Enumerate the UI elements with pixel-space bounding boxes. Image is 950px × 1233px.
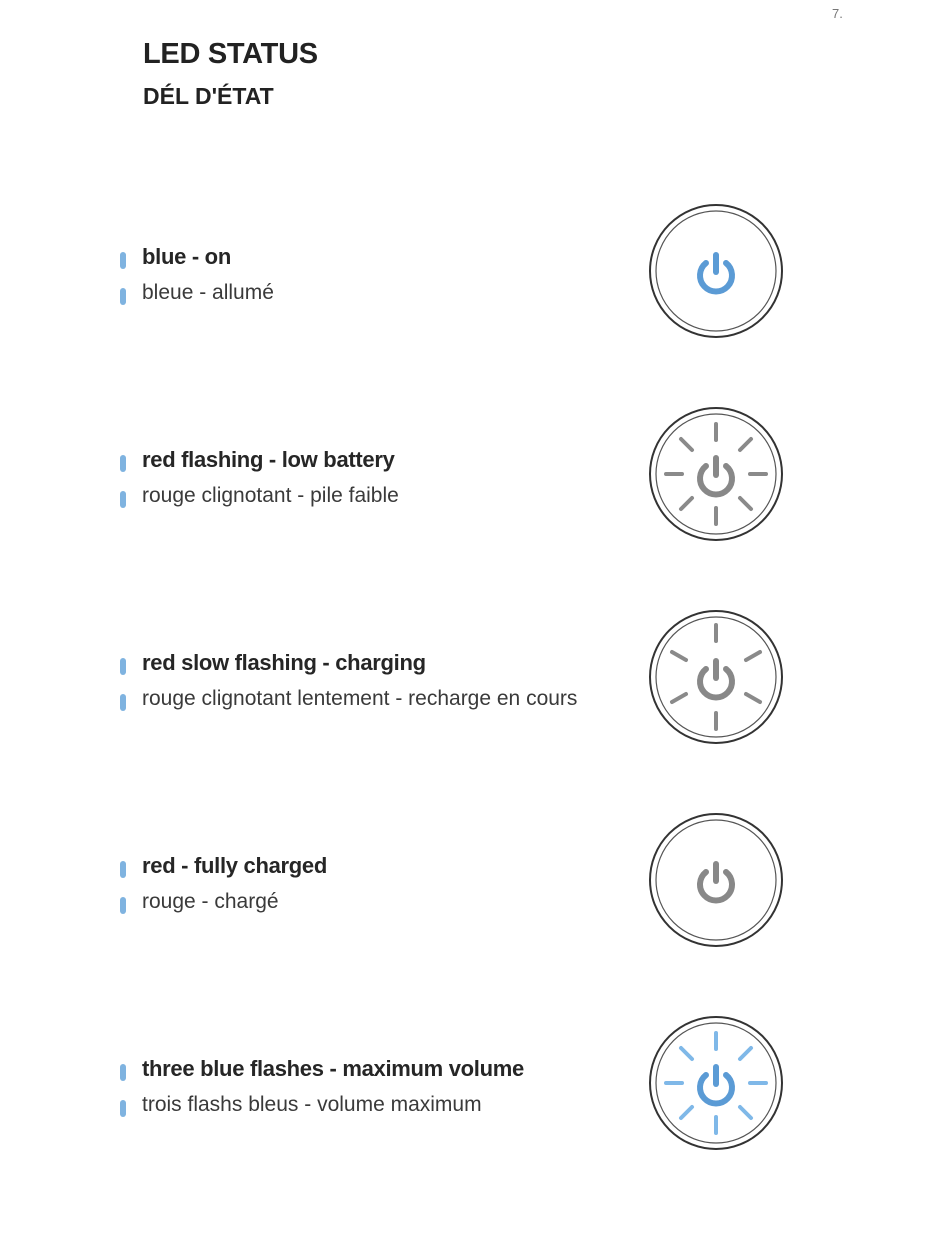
bullet-bar	[120, 694, 126, 711]
status-label-fr: rouge clignotant lentement - recharge en cours	[142, 687, 578, 710]
status-label-fr: trois flashs bleus - volume maximum	[142, 1093, 482, 1116]
status-row-red-flashing	[0, 406, 950, 546]
page-title: LED STATUS	[143, 38, 318, 70]
status-label-fr: rouge clignotant - pile faible	[142, 484, 399, 507]
bullet-bar	[120, 288, 126, 305]
status-label-en: blue - on	[142, 244, 231, 269]
bullet-bar	[120, 658, 126, 675]
bullet-bar	[120, 455, 126, 472]
bullet-bar	[120, 861, 126, 878]
page-number: 7.	[832, 6, 843, 21]
power-button-flashing-icon	[648, 406, 784, 542]
power-button-blue-flashing-icon	[648, 1015, 784, 1151]
bullet-bar	[120, 252, 126, 269]
status-row-red-fully-charged	[0, 812, 950, 952]
bullet-bar	[120, 1100, 126, 1117]
status-label-en: red - fully charged	[142, 853, 328, 878]
status-label-en: red slow flashing - charging	[142, 650, 426, 675]
bullet-bar	[120, 1064, 126, 1081]
status-label-en: red flashing - low battery	[142, 447, 395, 472]
power-button-slow-flashing-icon	[648, 609, 784, 745]
status-label-fr: bleue - allumé	[142, 281, 274, 304]
bullet-bar	[120, 897, 126, 914]
status-row-blue-on	[0, 203, 950, 343]
power-button-steady-icon	[648, 812, 784, 948]
status-label-en: three blue flashes - maximum volume	[142, 1056, 524, 1081]
page-subtitle: DÉL D'ÉTAT	[143, 83, 274, 109]
status-row-red-slow-flashing	[0, 609, 950, 749]
status-row-three-blue-flashes	[0, 1015, 950, 1155]
status-label-fr: rouge - chargé	[142, 890, 279, 913]
power-button-blue-icon	[648, 203, 784, 339]
bullet-bar	[120, 491, 126, 508]
